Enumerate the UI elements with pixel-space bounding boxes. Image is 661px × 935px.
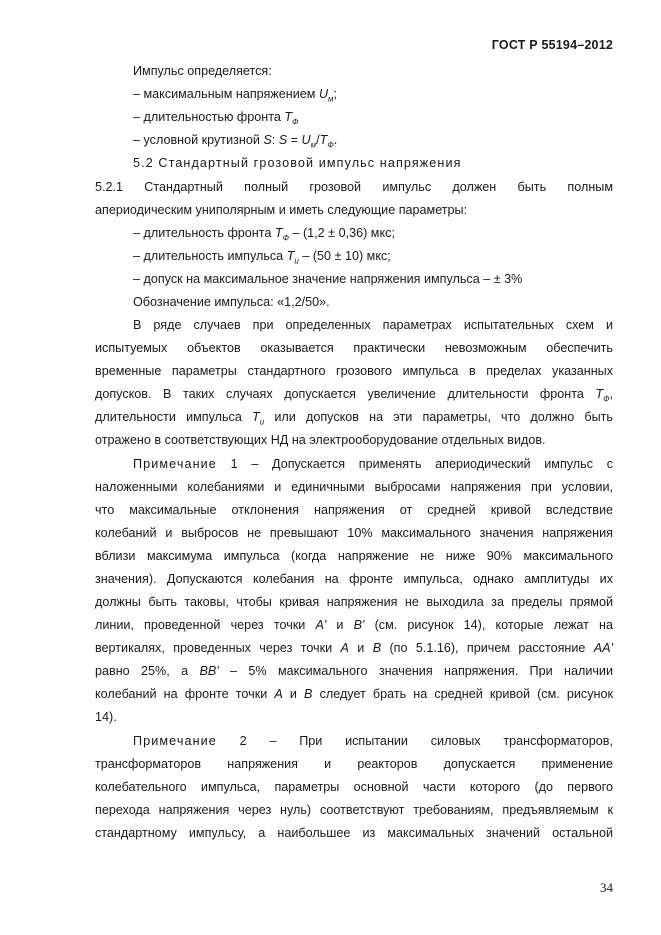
note2-line: стандартному импульсу, а наибольшее из максимальных значений остальной <box>95 826 613 840</box>
page-number: 34 <box>600 880 613 895</box>
note1-line: вертикалях, проведенных через точки A и B (по 5.1.16), причем расстояние AA' <box>95 641 613 655</box>
intro-line: – максимальным напряжением $U_м$; <box>133 87 338 104</box>
intro-line: – условной крутизной S: $S = U_м/T_Ф$. <box>133 133 338 150</box>
note1-line: наложенными колебаниями и единичными выбросами напряжения при условии, <box>95 480 613 494</box>
clause-bullet: – длительность фронта $T_Ф - (1,2 \pm 0,36)$ мкс; <box>133 226 395 243</box>
para-line: испытуемых объектов оказывается практически невозможным обеспечить <box>95 341 613 355</box>
note1-line: вблизи максимума импульса (когда напряжение не ниже 90% максимального <box>95 549 613 563</box>
note2-line: Примечание 2 – При испытании силовых трансформаторов, <box>133 734 613 748</box>
note1-line: колебаний и выбросов не превышают 10% максимального значения напряжения <box>95 526 613 540</box>
note2-line: перехода напряжения через нуль) соответствуют требованиям, предъявляемым к <box>95 803 613 817</box>
clause-line: апериодическим униполярным и иметь следующие параметры: <box>95 203 468 217</box>
para-line: длительности импульса $T_и$ или допусков на эти параметры, что должно быть <box>95 410 613 427</box>
note2-line: колебательного импульса, параметры основной части которого (до первого <box>95 780 613 794</box>
intro-line: – длительностью фронта $T_Ф$ <box>133 110 299 127</box>
note1-line: колебаний на фронте точки A и B следует брать на средней кривой (см. рисунок <box>95 687 613 701</box>
note1-line: значения). Допускаются колебания на фронте импульса, однако амплитуды их <box>95 572 613 586</box>
para-line: В ряде случаев при определенных параметрах испытательных схем и <box>133 318 613 332</box>
document-code: ГОСТ Р 55194–2012 <box>491 38 613 52</box>
intro-line: Импульс определяется: <box>133 64 272 78</box>
clause-bullet: – допуск на максимальное значение напряжения импульса – ± 3% <box>133 272 523 286</box>
clause-bullet: – длительность импульса $T_и - (50 \pm 10)$ мкс; <box>133 249 391 266</box>
note1-line: линии, проведенной через точки A' и B' (см. рисунок 14), которые лежат на <box>95 618 613 632</box>
note-label: Примечание <box>133 734 217 748</box>
note1-line: что максимальные отклонения напряжения от средней кривой вследствие <box>95 503 613 517</box>
para-line: отражено в соответствующих НД на электрооборудование отдельных видов. <box>95 433 546 447</box>
note1-line: Примечание 1 – Допускается применять апериодический импульс с <box>133 457 613 471</box>
note-label: Примечание <box>133 457 217 471</box>
note1-line: должны быть таковы, чтобы кривая напряжения не выходила за пределы прямой <box>95 595 613 609</box>
note1-line: 14). <box>95 710 117 724</box>
para-line: допусков. В таких случаях допускается увеличение длительности фронта $T_Ф$, <box>95 387 613 404</box>
clause-line: Обозначение импульса: «1,2/50». <box>133 295 330 309</box>
note2-line: трансформаторов напряжения и реакторов допускается применение <box>95 757 613 771</box>
clause-line: 5.2.1 Стандартный полный грозовой импульс должен быть полным <box>95 180 613 194</box>
note1-line: равно 25%, а BB' – 5% максимального значения напряжения. При наличии <box>95 664 613 678</box>
para-line: временные параметры стандартного грозового импульса в пределах указанных <box>95 364 613 378</box>
section-heading: 5.2 Стандартный грозовой импульс напряжения <box>133 156 462 170</box>
